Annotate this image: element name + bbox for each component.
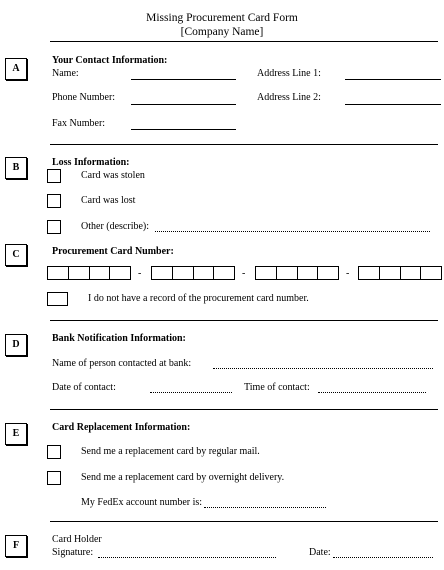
contact-name-label: Name of person contacted at bank:: [52, 358, 192, 369]
digit-cell[interactable]: [109, 267, 130, 279]
digit-cell[interactable]: [297, 267, 318, 279]
address-line-2-field[interactable]: [345, 104, 441, 105]
contact-name-field[interactable]: [213, 368, 433, 369]
overnight-delivery-label: Send me a replacement card by overnight delivery.: [81, 472, 285, 483]
fax-number-label: Fax Number:: [52, 118, 106, 129]
other-checkbox[interactable]: [47, 220, 61, 234]
section-e-marker: E: [5, 423, 27, 445]
other-label: Other (describe):: [81, 221, 150, 232]
section-a-heading: Your Contact Information:: [52, 55, 168, 66]
section-a-marker: A: [5, 58, 27, 80]
section-a-divider: [50, 144, 438, 145]
time-of-contact-field[interactable]: [318, 392, 426, 393]
section-d-marker: D: [5, 334, 27, 356]
card-number-separator: -: [242, 268, 246, 279]
section-e-heading: Card Replacement Information:: [52, 422, 191, 433]
digit-cell[interactable]: [68, 267, 89, 279]
digit-cell[interactable]: [213, 267, 234, 279]
digit-cell[interactable]: [193, 267, 214, 279]
form-title: Missing Procurement Card Form: [146, 12, 298, 24]
digit-cell[interactable]: [276, 267, 297, 279]
card-lost-label: Card was lost: [81, 195, 136, 206]
card-number-group-4[interactable]: [358, 266, 442, 280]
regular-mail-checkbox[interactable]: [47, 445, 61, 459]
digit-cell[interactable]: [379, 267, 400, 279]
section-c-marker: C: [5, 244, 27, 266]
section-b-heading: Loss Information:: [52, 157, 130, 168]
date-of-contact-field[interactable]: [150, 392, 232, 393]
phone-number-field[interactable]: [131, 104, 236, 105]
fedex-account-field[interactable]: [204, 507, 326, 508]
signature-field[interactable]: [98, 557, 276, 558]
section-b-marker: B: [5, 157, 27, 179]
phone-number-label: Phone Number:: [52, 92, 116, 103]
digit-cell[interactable]: [400, 267, 421, 279]
card-number-separator: -: [138, 268, 142, 279]
address-line-2-label: Address Line 2:: [257, 92, 321, 103]
overnight-delivery-checkbox[interactable]: [47, 471, 61, 485]
fedex-account-label: My FedEx account number is:: [81, 497, 203, 508]
section-d-divider: [50, 409, 438, 410]
fax-number-field[interactable]: [131, 129, 236, 130]
section-c-heading: Procurement Card Number:: [52, 246, 174, 257]
card-stolen-checkbox[interactable]: [47, 169, 61, 183]
name-label: Name:: [52, 68, 79, 79]
no-record-label: I do not have a record of the procurement card number.: [88, 293, 309, 304]
digit-cell[interactable]: [172, 267, 193, 279]
signature-date-label: Date:: [309, 547, 331, 558]
section-e-divider: [50, 521, 438, 522]
digit-cell[interactable]: [420, 267, 441, 279]
header-divider: [50, 41, 438, 42]
digit-cell[interactable]: [317, 267, 338, 279]
signature-label: Signature:: [52, 547, 94, 558]
time-of-contact-label: Time of contact:: [244, 382, 310, 393]
date-of-contact-label: Date of contact:: [52, 382, 116, 393]
section-d-heading: Bank Notification Information:: [52, 333, 186, 344]
regular-mail-label: Send me a replacement card by regular mail.: [81, 446, 260, 457]
address-line-1-field[interactable]: [345, 79, 441, 80]
card-number-separator: -: [346, 268, 350, 279]
card-holder-label: Card Holder: [52, 534, 102, 545]
signature-date-field[interactable]: [333, 557, 433, 558]
digit-cell[interactable]: [89, 267, 110, 279]
card-lost-checkbox[interactable]: [47, 194, 61, 208]
card-number-group-1[interactable]: [47, 266, 131, 280]
other-description-field[interactable]: [155, 231, 430, 232]
section-c-divider: [50, 320, 438, 321]
card-number-group-3[interactable]: [255, 266, 339, 280]
company-name: [Company Name]: [180, 26, 264, 38]
section-f-marker: F: [5, 535, 27, 557]
no-record-checkbox[interactable]: [47, 292, 68, 306]
address-line-1-label: Address Line 1:: [257, 68, 321, 79]
card-number-group-2[interactable]: [151, 266, 235, 280]
card-stolen-label: Card was stolen: [81, 170, 145, 181]
name-field[interactable]: [131, 79, 236, 80]
